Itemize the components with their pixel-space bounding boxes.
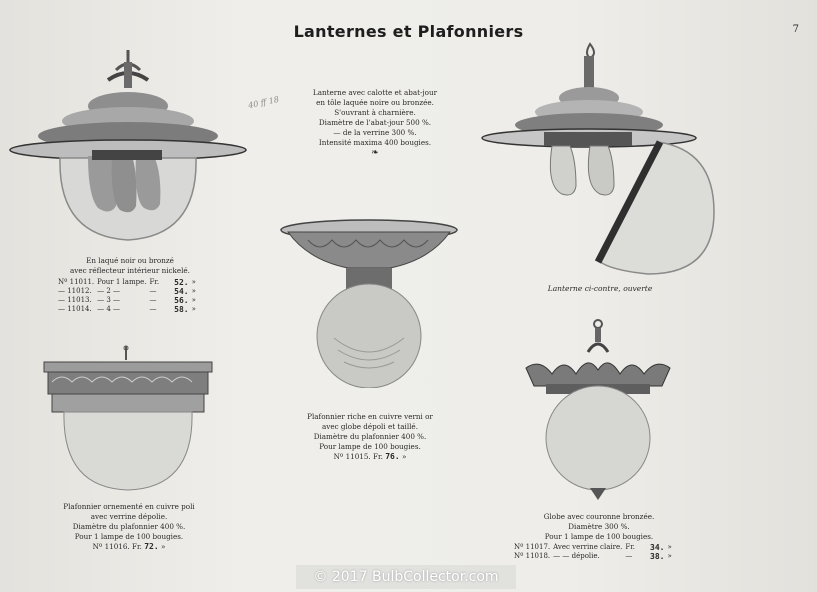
- plafonnier-11015-illustration: [278, 218, 460, 388]
- price-row: Nº 11018. — — dépolie. — 38. »: [514, 552, 672, 561]
- price-row: — 11013. — 3 — — 56. »: [58, 296, 196, 305]
- lantern-11011-illustration: [8, 46, 248, 246]
- copyright-watermark: © 2017 BulbCollector.com: [296, 565, 516, 589]
- price-row: Nº 11017. Avec verrine claire. Fr. 34. »: [514, 543, 672, 552]
- lantern-open-illustration: [478, 42, 718, 282]
- price-row: — 11012. — 2 — — 54. »: [58, 287, 196, 296]
- globe-11017-illustration: [522, 318, 674, 504]
- page-title: Lanternes et Plafonniers: [293, 22, 524, 41]
- globe-11017-description: Globe avec couronne bronzée. Diamètre 300 %. Pour 1 lampe de 100 bougies.: [543, 512, 655, 541]
- lantern-11011-description: En laqué noir ou bronzé avec réflecteur intérieur nickelé.: [70, 256, 190, 275]
- plafonnier-11016-price: Nº 11016. Fr. 72. »: [92, 542, 166, 551]
- lantern-description-center: Lanterne avec calotte et abat-jour en tôle laquée noire ou bronzée. S'ouvrant à charnière. Diamètre de l'abat-jour 500 %. — de la verrine 300 %. Intensité maxima 400 bougies. ❧: [290, 88, 460, 158]
- fleuron-ornament: ❧: [371, 148, 379, 158]
- pencil-annotation: 40 ff 18: [247, 94, 280, 111]
- price-row: — 11014. — 4 — — 58. »: [58, 305, 196, 314]
- plafonnier-11016-illustration: [38, 344, 218, 494]
- plafonnier-11015-description: Plafonnier riche en cuivre verni or avec globe dépoli et taillé. Diamètre du plafonnier 400 %. Pour lampe de 100 bougies. Nº 11015. Fr. 76. »: [280, 412, 460, 462]
- lantern-11011-price-table: [58, 278, 199, 314]
- open-lantern-caption: Lanterne ci-contre, ouverte: [547, 284, 653, 293]
- price-row: Nº 11011. Pour 1 lampe. Fr. 52. »: [58, 278, 196, 287]
- page-number: 7: [792, 24, 799, 35]
- plafonnier-11016-description: Plafonnier ornementé en cuivre poli avec verrine dépolie. Diamètre du plafonnier 400 %. Pour 1 lampe de 100 bougies. Nº 11016. Fr. 72. »: [44, 502, 214, 552]
- plafonnier-11015-price: Nº 11015. Fr. 76. »: [333, 452, 407, 461]
- globe-price-table: [514, 543, 675, 561]
